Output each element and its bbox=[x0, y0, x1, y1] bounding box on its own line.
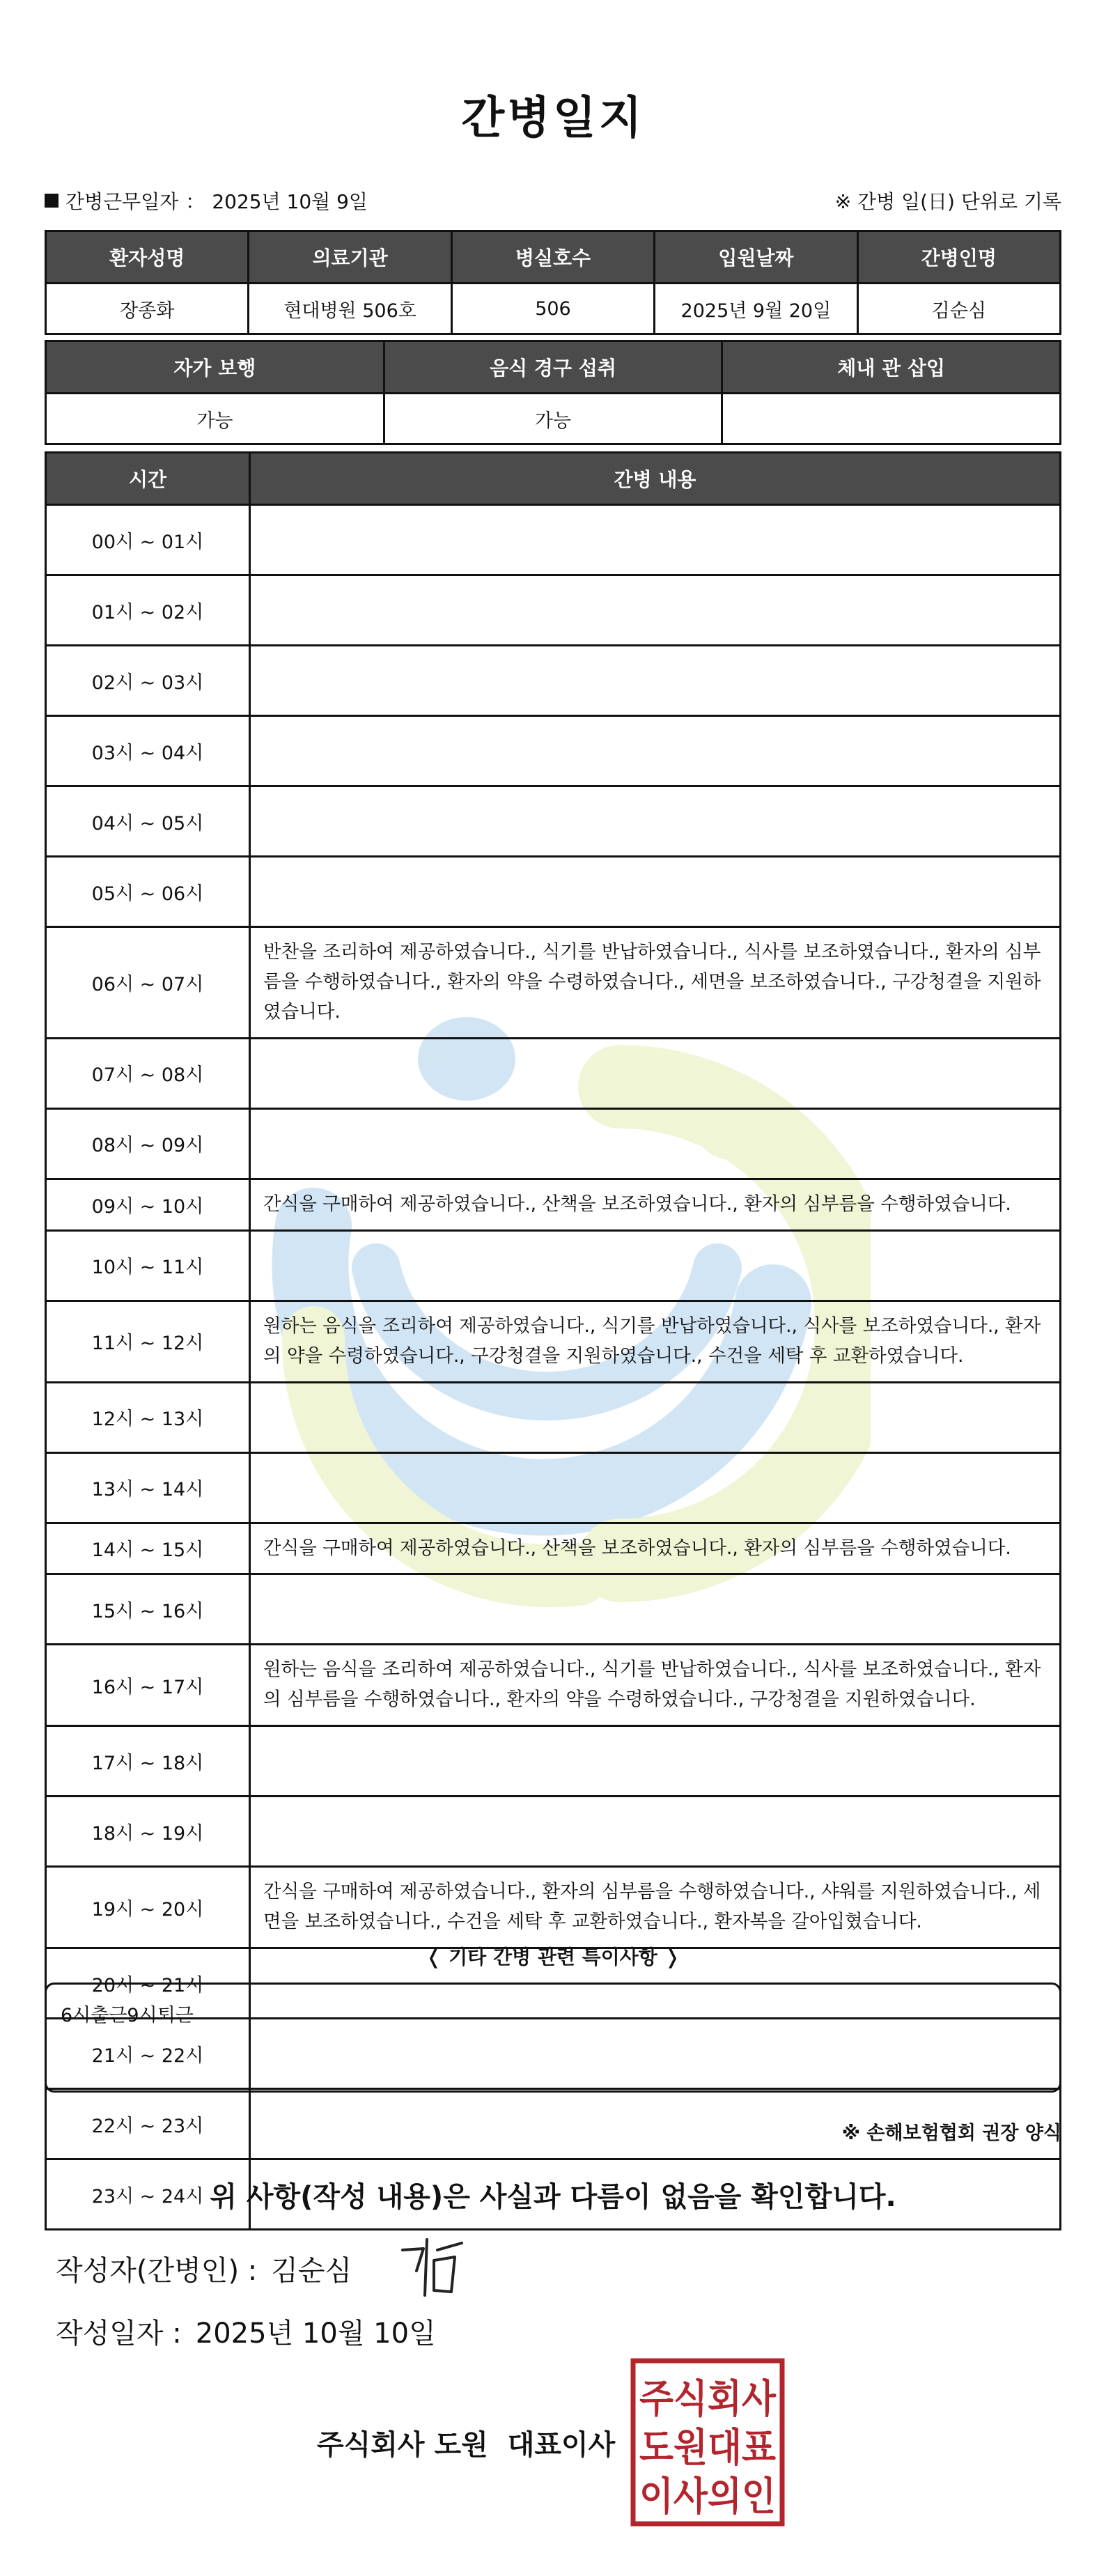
svg-text:이사의인: 이사의인 bbox=[639, 2474, 776, 2520]
time-slot: 14시 ~ 15시 bbox=[46, 1523, 250, 1574]
care-content bbox=[250, 1726, 1061, 1797]
time-slot: 04시 ~ 05시 bbox=[46, 786, 250, 857]
header-institution: 의료기관 bbox=[249, 231, 451, 284]
company-name: 주식회사 도원 bbox=[317, 2429, 488, 2461]
time-slot: 17시 ~ 18시 bbox=[46, 1726, 250, 1797]
time-slot: 01시 ~ 02시 bbox=[46, 575, 250, 646]
time-slot: 20시 ~ 21시 bbox=[46, 1948, 250, 2019]
table-row bbox=[46, 1301, 1061, 1382]
table-row bbox=[46, 1038, 1061, 1108]
writer-label: 작성자(간병인) : bbox=[56, 2255, 258, 2287]
written-date-value: 2025년 10월 10일 bbox=[195, 2318, 436, 2350]
table-row bbox=[46, 1645, 1061, 1726]
care-log-rows bbox=[46, 505, 1061, 2230]
time-slot: 09시 ~ 10시 bbox=[46, 1179, 250, 1230]
time-slot: 18시 ~ 19시 bbox=[46, 1797, 250, 1867]
time-slot: 11시 ~ 12시 bbox=[46, 1301, 250, 1382]
room-number: 506 bbox=[451, 284, 654, 334]
patient-info-table bbox=[45, 230, 1061, 335]
document-title: 간병일지 bbox=[461, 93, 645, 144]
work-date-label: 간병근무일자 bbox=[65, 190, 179, 213]
header-time: 시간 bbox=[46, 453, 250, 505]
confirmation-statement: 위 사항(작성 내용)은 사실과 다름이 없음을 확인합니다. bbox=[210, 2181, 896, 2213]
header-admission-date: 입원날짜 bbox=[655, 231, 857, 284]
square-bullet-icon bbox=[45, 194, 59, 208]
institution: 현대병원 506호 bbox=[249, 284, 451, 334]
written-date-line bbox=[56, 2311, 436, 2351]
time-slot: 21시 ~ 22시 bbox=[46, 2019, 250, 2089]
admission-date: 2025년 9월 20일 bbox=[655, 284, 857, 334]
work-date-separator: ： bbox=[185, 190, 205, 213]
care-content: 간식을 구매하여 제공하였습니다., 환자의 심부름을 수행하였습니다., 샤워를 지원하였습니다., 세면을 보조하였습니다., 수건을 세탁 후 교환하였습니다., 환자복을 갈아입혔습니다. bbox=[250, 1867, 1061, 1948]
time-slot: 03시 ~ 04시 bbox=[46, 716, 250, 786]
notes-box: 6시출근9시퇴근 bbox=[45, 1983, 1061, 2093]
work-date bbox=[45, 187, 368, 215]
header-room: 병실호수 bbox=[451, 231, 654, 284]
time-slot: 02시 ~ 03시 bbox=[46, 646, 250, 716]
care-content bbox=[250, 505, 1061, 575]
table-row bbox=[46, 1797, 1061, 1867]
care-content: 원하는 음식을 조리하여 제공하였습니다., 식기를 반납하였습니다., 식사를 보조하였습니다., 환자의 약을 수령하였습니다., 구강청결을 지원하였습니다., 수건을 세탁 후 교환하였습니다. bbox=[250, 1301, 1061, 1382]
form-note: ※ 손해보험협회 권장 양식 bbox=[841, 2123, 1061, 2144]
oral-intake-value: 가능 bbox=[384, 394, 722, 444]
care-content bbox=[250, 857, 1061, 927]
time-slot: 08시 ~ 09시 bbox=[46, 1108, 250, 1179]
care-content: 원하는 음식을 조리하여 제공하였습니다., 식기를 반납하였습니다., 식사를 보조하였습니다., 환자의 심부름을 수행하였습니다., 환자의 약을 수령하였습니다., 구강청결을 지원하였습니다. bbox=[250, 1645, 1061, 1726]
table-row bbox=[46, 1179, 1061, 1230]
care-content bbox=[250, 1452, 1061, 1523]
company-line bbox=[317, 2423, 615, 2462]
care-content bbox=[250, 1574, 1061, 1645]
care-content bbox=[250, 1382, 1061, 1452]
time-slot: 13시 ~ 14시 bbox=[46, 1452, 250, 1523]
table-row bbox=[46, 857, 1061, 927]
table-row bbox=[46, 575, 1061, 646]
self-walking-value: 가능 bbox=[46, 394, 384, 444]
patient-ability-table bbox=[45, 340, 1061, 445]
notes-title: ❬ 기타 간병 관련 특이사항 ❭ bbox=[425, 1946, 681, 1969]
header-tube-insertion: 체내 관 삽입 bbox=[722, 341, 1061, 394]
time-slot: 23시 ~ 24시 bbox=[46, 2159, 250, 2230]
svg-text:주식회사: 주식회사 bbox=[639, 2377, 777, 2422]
table-row bbox=[46, 1574, 1061, 1645]
care-content bbox=[250, 1038, 1061, 1108]
record-unit-note: ※ 간병 일(日) 단위로 기록 bbox=[834, 190, 1061, 213]
table-row bbox=[46, 1108, 1061, 1179]
table-row bbox=[46, 716, 1061, 786]
table-row bbox=[46, 927, 1061, 1039]
care-content bbox=[250, 646, 1061, 716]
care-content bbox=[250, 1108, 1061, 1179]
company-role: 대표이사 bbox=[507, 2429, 616, 2461]
company-seal bbox=[630, 2358, 785, 2527]
header-caregiver-name: 간병인명 bbox=[857, 231, 1060, 284]
care-content bbox=[250, 716, 1061, 786]
meta-row bbox=[45, 187, 1061, 215]
care-content bbox=[250, 1797, 1061, 1867]
care-content bbox=[250, 786, 1061, 857]
time-slot: 05시 ~ 06시 bbox=[46, 857, 250, 927]
time-slot: 22시 ~ 23시 bbox=[46, 2089, 250, 2159]
table-row bbox=[46, 1452, 1061, 1523]
time-slot: 12시 ~ 13시 bbox=[46, 1382, 250, 1452]
time-slot: 06시 ~ 07시 bbox=[46, 927, 250, 1039]
table-row bbox=[46, 1230, 1061, 1301]
table-row bbox=[46, 1726, 1061, 1797]
table-row bbox=[46, 1523, 1061, 1574]
svg-text:도원대표: 도원대표 bbox=[639, 2426, 776, 2471]
care-content bbox=[250, 575, 1061, 646]
handwritten-signature bbox=[396, 2229, 472, 2306]
time-slot: 00시 ~ 01시 bbox=[46, 505, 250, 575]
time-slot: 07시 ~ 08시 bbox=[46, 1038, 250, 1108]
care-content bbox=[250, 1230, 1061, 1301]
time-slot: 16시 ~ 17시 bbox=[46, 1645, 250, 1726]
caregiver-name: 김순심 bbox=[857, 284, 1060, 334]
header-oral-intake: 음식 경구 섭취 bbox=[384, 341, 722, 394]
table-row bbox=[46, 646, 1061, 716]
table-row bbox=[46, 505, 1061, 575]
header-care-content: 간병 내용 bbox=[250, 453, 1061, 505]
header-self-walking: 자가 보행 bbox=[46, 341, 384, 394]
time-slot: 15시 ~ 16시 bbox=[46, 1574, 250, 1645]
written-date-label: 작성일자 : bbox=[56, 2318, 182, 2350]
work-date-value: 2025년 10월 9일 bbox=[212, 190, 368, 213]
care-content: 간식을 구매하여 제공하였습니다., 산책을 보조하였습니다., 환자의 심부름을 수행하였습니다. bbox=[250, 1523, 1061, 1574]
time-slot: 10시 ~ 11시 bbox=[46, 1230, 250, 1301]
table-row bbox=[46, 786, 1061, 857]
table-row bbox=[46, 1867, 1061, 1948]
care-content: 반찬을 조리하여 제공하였습니다., 식기를 반납하였습니다., 식사를 보조하였습니다., 환자의 심부름을 수행하였습니다., 환자의 약을 수령하였습니다., 세면을 보조하였습니다., 구강청결을 지원하였습니다. bbox=[250, 927, 1061, 1039]
header-patient-name: 환자성명 bbox=[46, 231, 249, 284]
care-content: 간식을 구매하여 제공하였습니다., 산책을 보조하였습니다., 환자의 심부름을 수행하였습니다. bbox=[250, 1179, 1061, 1230]
time-slot: 19시 ~ 20시 bbox=[46, 1867, 250, 1948]
patient-name: 장종화 bbox=[46, 284, 249, 334]
writer-name: 김순심 bbox=[271, 2255, 352, 2287]
tube-insertion-value bbox=[722, 394, 1061, 444]
table-row bbox=[46, 1382, 1061, 1452]
writer-line bbox=[56, 2249, 352, 2288]
